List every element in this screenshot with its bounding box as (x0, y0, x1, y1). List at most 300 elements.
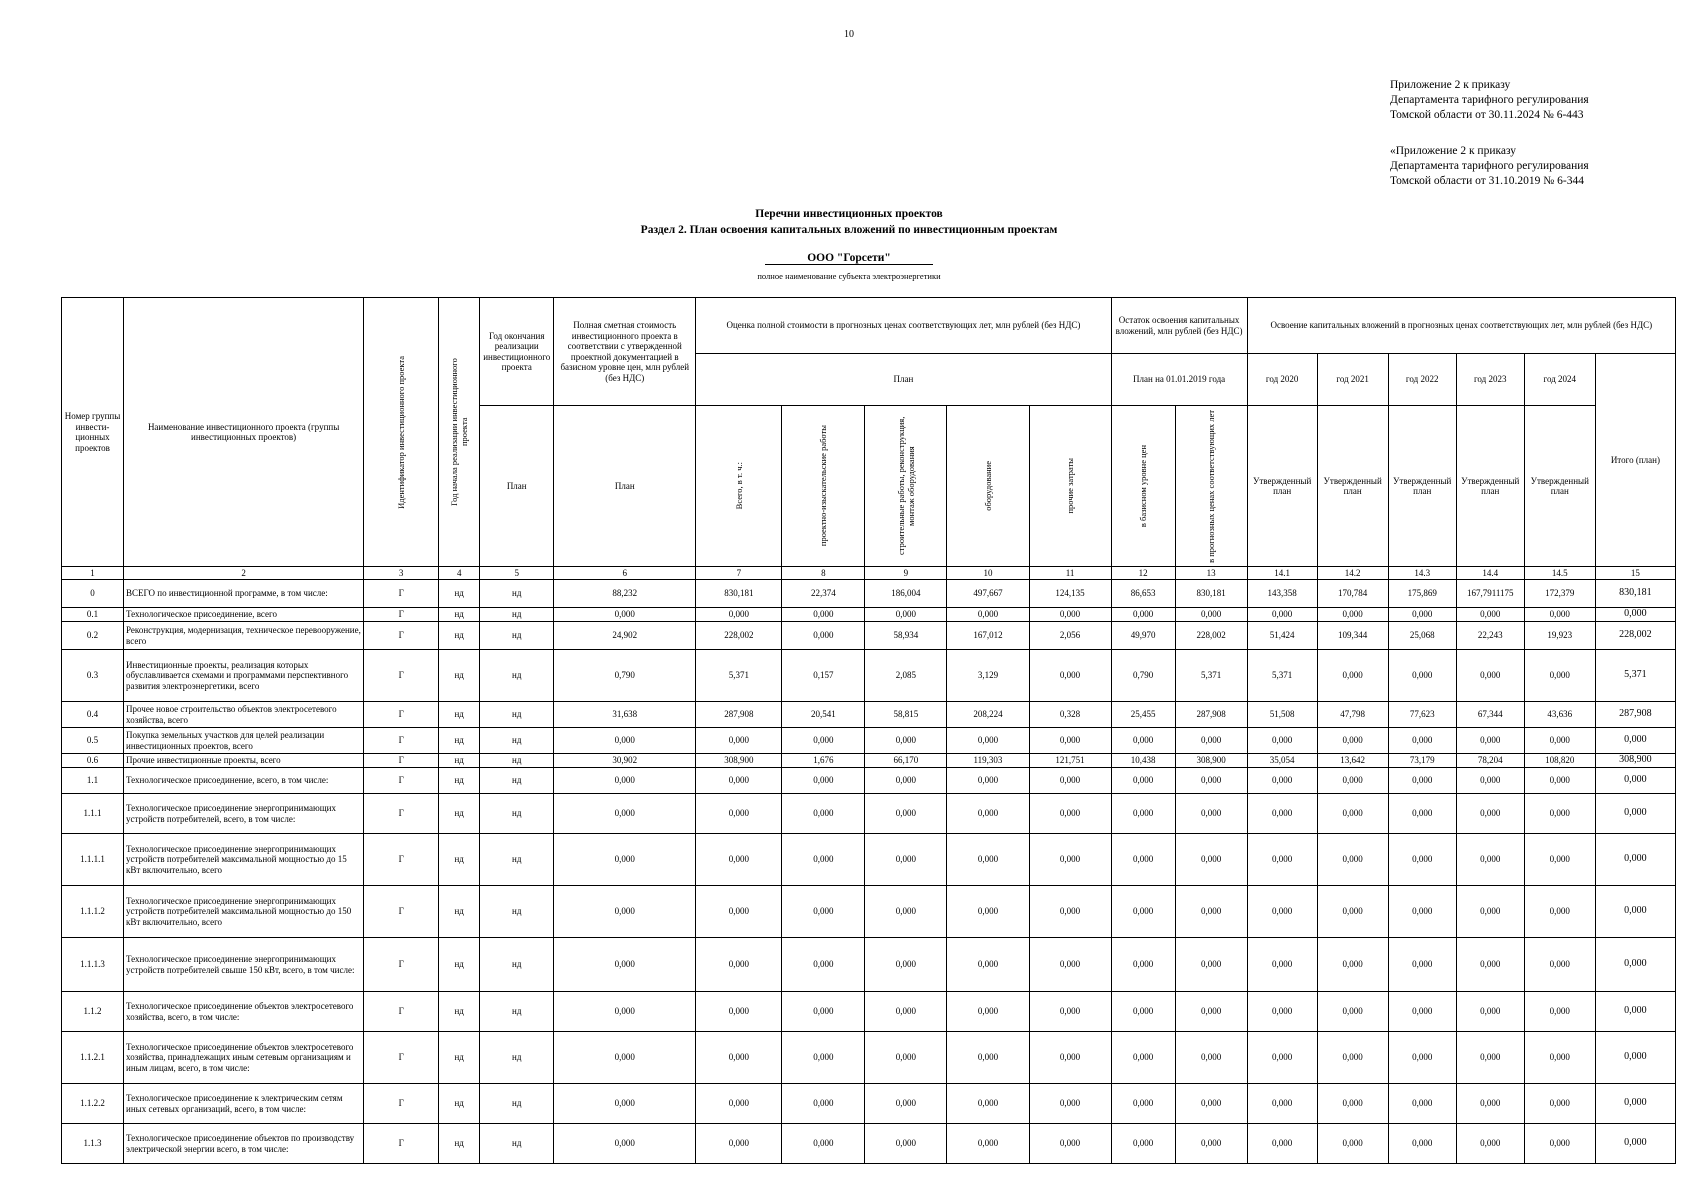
column-number: 15 (1595, 567, 1675, 580)
row-other: 0,000 (1029, 1124, 1111, 1164)
row-end-year: нд (480, 622, 554, 650)
row-forecast-total: 830,181 (696, 580, 782, 608)
row-other: 124,135 (1029, 580, 1111, 608)
row-forecast-total: 0,000 (696, 1124, 782, 1164)
header-development: Освоение капитальных вложений в прогнозных ценах соответствующих лет, млн рублей (без НДС) (1247, 298, 1675, 354)
row-forecast-prices: 0,000 (1175, 768, 1247, 794)
row-identifier: Г (364, 702, 439, 728)
row-forecast-prices: 287,908 (1175, 702, 1247, 728)
row-full-cost: 0,790 (554, 650, 696, 702)
row-design: 1,676 (782, 754, 865, 768)
row-forecast-prices: 0,000 (1175, 1084, 1247, 1124)
row-number: 1.1.2 (62, 992, 124, 1032)
row-2020: 0,000 (1247, 992, 1317, 1032)
row-number: 1.1.1.2 (62, 886, 124, 938)
header-year-2024: год 2024 (1524, 354, 1595, 406)
row-number: 1.1 (62, 768, 124, 794)
row-total: 308,900 (1595, 754, 1675, 768)
row-full-cost: 88,232 (554, 580, 696, 608)
row-total: 287,908 (1595, 702, 1675, 728)
row-forecast-total: 0,000 (696, 768, 782, 794)
table-row (62, 1084, 1676, 1124)
row-construction: 0,000 (865, 608, 947, 622)
row-2020: 143,358 (1247, 580, 1317, 608)
row-end-year: нд (480, 1084, 554, 1124)
row-name: Прочие инвестиционные проекты, всего (124, 754, 364, 768)
row-start-year: нд (439, 580, 480, 608)
row-2020: 0,000 (1247, 1124, 1317, 1164)
row-name: Покупка земельных участков для целей реализации инвестиционных проектов, всего (124, 728, 364, 754)
organization-caption: полное наименование субъекта электроэнергетики (757, 271, 941, 281)
row-equipment: 3,129 (947, 650, 1029, 702)
column-number: 10 (947, 567, 1029, 580)
column-numbers-row (62, 567, 1676, 580)
row-identifier: Г (364, 1124, 439, 1164)
row-forecast-total: 0,000 (696, 834, 782, 886)
row-2023: 0,000 (1456, 938, 1524, 992)
row-identifier: Г (364, 622, 439, 650)
header-full-cost-plan: План (554, 406, 696, 567)
row-start-year: нд (439, 702, 480, 728)
table-body (62, 567, 1676, 1164)
organization-name-wrapper (0, 252, 1698, 265)
row-2020: 5,371 (1247, 650, 1317, 702)
header-project-name: Наименование инвестиционного проекта (группы инвестиционных проектов) (124, 298, 364, 567)
row-2020: 0,000 (1247, 608, 1317, 622)
appendix-current (1390, 78, 1690, 123)
header-identifier: Идентификатор инвестиционного проекта (364, 298, 439, 567)
header-approved-plan-2020: Утвержденный план (1247, 406, 1317, 567)
row-full-cost: 0,000 (554, 794, 696, 834)
row-base-prices: 0,000 (1111, 834, 1175, 886)
row-identifier: Г (364, 754, 439, 768)
row-end-year: нд (480, 1124, 554, 1164)
row-2020: 51,424 (1247, 622, 1317, 650)
row-design: 0,000 (782, 992, 865, 1032)
row-identifier: Г (364, 834, 439, 886)
page-number: 10 (844, 29, 854, 40)
row-2020: 35,054 (1247, 754, 1317, 768)
row-total: 0,000 (1595, 992, 1675, 1032)
document-titles (0, 206, 1698, 238)
row-forecast-prices: 0,000 (1175, 1124, 1247, 1164)
row-base-prices: 25,455 (1111, 702, 1175, 728)
row-name: Технологическое присоединение, всего, в том числе: (124, 768, 364, 794)
row-2024: 0,000 (1524, 834, 1595, 886)
row-full-cost: 0,000 (554, 938, 696, 992)
row-construction: 0,000 (865, 1084, 947, 1124)
row-name: Прочее новое строительство объектов электросетевого хозяйства, всего (124, 702, 364, 728)
row-number: 1.1.3 (62, 1124, 124, 1164)
row-identifier: Г (364, 794, 439, 834)
row-2024: 0,000 (1524, 650, 1595, 702)
row-equipment: 0,000 (947, 1084, 1029, 1124)
row-2022: 0,000 (1388, 1084, 1456, 1124)
row-name: Технологическое присоединение энергопринимающих устройств потребителей максимальной мощностью до 15 кВт включительно, всего (124, 834, 364, 886)
row-design: 0,000 (782, 1084, 865, 1124)
row-2022: 0,000 (1388, 1032, 1456, 1084)
row-design: 0,000 (782, 794, 865, 834)
row-2024: 0,000 (1524, 1084, 1595, 1124)
table-row (62, 1124, 1676, 1164)
table-row (62, 754, 1676, 768)
row-2023: 78,204 (1456, 754, 1524, 768)
row-forecast-total: 0,000 (696, 1084, 782, 1124)
appendix-current-line3: Томской области от 30.11.2024 № 6-443 (1390, 109, 1584, 121)
row-start-year: нд (439, 768, 480, 794)
row-equipment: 0,000 (947, 1032, 1029, 1084)
row-base-prices: 0,000 (1111, 886, 1175, 938)
row-end-year: нд (480, 728, 554, 754)
row-forecast-prices: 0,000 (1175, 1032, 1247, 1084)
header-end-year-plan: План (480, 406, 554, 567)
row-end-year: нд (480, 650, 554, 702)
row-2021: 0,000 (1317, 794, 1388, 834)
table-row (62, 938, 1676, 992)
header-year-2021: год 2021 (1317, 354, 1388, 406)
header-approved-plan-2021: Утвержденный план (1317, 406, 1388, 567)
row-2021: 0,000 (1317, 728, 1388, 754)
row-2022: 175,869 (1388, 580, 1456, 608)
row-end-year: нд (480, 1032, 554, 1084)
header-full-cost: Полная сметная стоимость инвестиционного проекта в соответствии с утвержденной проектной документацией в базисном уровне цен, млн рублей (без НДС) (554, 298, 696, 406)
row-2021: 0,000 (1317, 650, 1388, 702)
row-start-year: нд (439, 754, 480, 768)
row-other: 121,751 (1029, 754, 1111, 768)
header-remainder: Остаток освоения капитальных вложений, млн рублей (без НДС) (1111, 298, 1247, 354)
row-number: 1.1.1 (62, 794, 124, 834)
row-construction: 0,000 (865, 1032, 947, 1084)
table-row (62, 580, 1676, 608)
row-construction: 0,000 (865, 938, 947, 992)
row-number: 1.1.2.1 (62, 1032, 124, 1084)
row-2024: 172,379 (1524, 580, 1595, 608)
row-start-year: нд (439, 938, 480, 992)
row-start-year: нд (439, 794, 480, 834)
row-2022: 0,000 (1388, 1124, 1456, 1164)
row-construction: 0,000 (865, 992, 947, 1032)
header-start-year: Год начала реализации инвестиционного проекта (439, 298, 480, 567)
row-design: 0,157 (782, 650, 865, 702)
row-forecast-prices: 0,000 (1175, 608, 1247, 622)
row-number: 0.5 (62, 728, 124, 754)
header-forecast-plan: План (696, 354, 1111, 406)
row-equipment: 0,000 (947, 768, 1029, 794)
row-2023: 0,000 (1456, 608, 1524, 622)
row-2022: 0,000 (1388, 768, 1456, 794)
row-2024: 0,000 (1524, 886, 1595, 938)
header-approved-plan-2022: Утвержденный план (1388, 406, 1456, 567)
row-construction: 186,004 (865, 580, 947, 608)
table-row (62, 794, 1676, 834)
row-forecast-prices: 0,000 (1175, 728, 1247, 754)
row-equipment: 0,000 (947, 938, 1029, 992)
row-2022: 0,000 (1388, 834, 1456, 886)
row-base-prices: 0,000 (1111, 1124, 1175, 1164)
row-2023: 67,344 (1456, 702, 1524, 728)
row-end-year: нд (480, 992, 554, 1032)
row-2021: 0,000 (1317, 834, 1388, 886)
row-other: 0,000 (1029, 1032, 1111, 1084)
row-name: Технологическое присоединение, всего (124, 608, 364, 622)
table-row (62, 992, 1676, 1032)
row-base-prices: 0,000 (1111, 794, 1175, 834)
row-equipment: 208,224 (947, 702, 1029, 728)
row-equipment: 0,000 (947, 794, 1029, 834)
row-number: 1.1.1.3 (62, 938, 124, 992)
row-2024: 0,000 (1524, 1032, 1595, 1084)
row-base-prices: 0,000 (1111, 1084, 1175, 1124)
row-full-cost: 0,000 (554, 768, 696, 794)
row-other: 0,328 (1029, 702, 1111, 728)
row-name: Технологическое присоединение к электрическим сетям иных сетевых организаций, всего, в том числе: (124, 1084, 364, 1124)
row-base-prices: 86,653 (1111, 580, 1175, 608)
row-full-cost: 0,000 (554, 728, 696, 754)
row-name: Технологическое присоединение энергопринимающих устройств потребителей свыше 150 кВт, всего, в том числе: (124, 938, 364, 992)
row-identifier: Г (364, 886, 439, 938)
row-design: 22,374 (782, 580, 865, 608)
row-forecast-total: 287,908 (696, 702, 782, 728)
row-2023: 0,000 (1456, 992, 1524, 1032)
table-row (62, 1032, 1676, 1084)
header-year-2022: год 2022 (1388, 354, 1456, 406)
row-2024: 0,000 (1524, 608, 1595, 622)
table-row (62, 728, 1676, 754)
row-2022: 0,000 (1388, 608, 1456, 622)
row-start-year: нд (439, 1124, 480, 1164)
row-name: Технологическое присоединение энергопринимающих устройств потребителей, всего, в том числе: (124, 794, 364, 834)
row-construction: 0,000 (865, 834, 947, 886)
row-equipment: 167,012 (947, 622, 1029, 650)
row-2024: 43,636 (1524, 702, 1595, 728)
row-full-cost: 0,000 (554, 886, 696, 938)
row-end-year: нд (480, 608, 554, 622)
row-2021: 0,000 (1317, 768, 1388, 794)
row-construction: 0,000 (865, 886, 947, 938)
row-number: 0.2 (62, 622, 124, 650)
header-equipment: оборудование (947, 406, 1029, 567)
row-start-year: нд (439, 650, 480, 702)
row-number: 1.1.2.2 (62, 1084, 124, 1124)
row-forecast-prices: 830,181 (1175, 580, 1247, 608)
table-header (62, 298, 1676, 567)
row-2021: 109,344 (1317, 622, 1388, 650)
row-identifier: Г (364, 992, 439, 1032)
row-identifier: Г (364, 580, 439, 608)
header-base-prices: в базисном уровне цен (1111, 406, 1175, 567)
appendix-previous-line2: Департамента тарифного регулирования (1390, 160, 1589, 172)
row-forecast-prices: 0,000 (1175, 886, 1247, 938)
header-year-2023: год 2023 (1456, 354, 1524, 406)
row-start-year: нд (439, 834, 480, 886)
column-number: 8 (782, 567, 865, 580)
header-other-costs: прочие затраты (1029, 406, 1111, 567)
row-total: 0,000 (1595, 768, 1675, 794)
row-forecast-total: 0,000 (696, 992, 782, 1032)
row-design: 0,000 (782, 1032, 865, 1084)
row-construction: 58,934 (865, 622, 947, 650)
row-equipment: 0,000 (947, 834, 1029, 886)
row-2022: 0,000 (1388, 794, 1456, 834)
row-2021: 170,784 (1317, 580, 1388, 608)
row-2024: 0,000 (1524, 938, 1595, 992)
row-2024: 19,923 (1524, 622, 1595, 650)
row-start-year: нд (439, 622, 480, 650)
row-2022: 0,000 (1388, 650, 1456, 702)
row-forecast-total: 0,000 (696, 728, 782, 754)
column-number: 1 (62, 567, 124, 580)
row-2023: 0,000 (1456, 834, 1524, 886)
row-forecast-prices: 5,371 (1175, 650, 1247, 702)
column-number: 9 (865, 567, 947, 580)
row-name: Технологическое присоединение объектов электросетевого хозяйства, всего, в том числе: (124, 992, 364, 1032)
row-base-prices: 0,000 (1111, 768, 1175, 794)
row-2022: 0,000 (1388, 886, 1456, 938)
row-total: 830,181 (1595, 580, 1675, 608)
row-full-cost: 30,902 (554, 754, 696, 768)
table-row (62, 622, 1676, 650)
row-base-prices: 10,438 (1111, 754, 1175, 768)
row-2021: 0,000 (1317, 1084, 1388, 1124)
row-2020: 0,000 (1247, 1032, 1317, 1084)
header-forecast-prices: в прогнозных ценах соответствующих лет (1175, 406, 1247, 567)
row-2020: 0,000 (1247, 886, 1317, 938)
table-row (62, 608, 1676, 622)
row-construction: 2,085 (865, 650, 947, 702)
row-2023: 0,000 (1456, 1032, 1524, 1084)
row-total: 0,000 (1595, 1032, 1675, 1084)
column-number: 6 (554, 567, 696, 580)
row-2023: 0,000 (1456, 886, 1524, 938)
row-construction: 58,815 (865, 702, 947, 728)
row-number: 0.3 (62, 650, 124, 702)
row-design: 0,000 (782, 938, 865, 992)
column-number: 11 (1029, 567, 1111, 580)
row-base-prices: 0,000 (1111, 608, 1175, 622)
row-2022: 0,000 (1388, 938, 1456, 992)
row-forecast-prices: 0,000 (1175, 834, 1247, 886)
column-number: 4 (439, 567, 480, 580)
row-other: 2,056 (1029, 622, 1111, 650)
row-2022: 0,000 (1388, 728, 1456, 754)
row-full-cost: 0,000 (554, 1084, 696, 1124)
row-2021: 0,000 (1317, 938, 1388, 992)
row-2020: 0,000 (1247, 938, 1317, 992)
row-2023: 0,000 (1456, 794, 1524, 834)
row-2020: 0,000 (1247, 768, 1317, 794)
header-end-year: Год окончания реализации инвестиционного проекта (480, 298, 554, 406)
row-construction: 0,000 (865, 794, 947, 834)
row-2020: 0,000 (1247, 834, 1317, 886)
header-design-works: проектно-изыскательские работы (782, 406, 865, 567)
column-number: 14.2 (1317, 567, 1388, 580)
column-number: 2 (124, 567, 364, 580)
row-start-year: нд (439, 1032, 480, 1084)
header-year-2020: год 2020 (1247, 354, 1317, 406)
row-2022: 73,179 (1388, 754, 1456, 768)
row-forecast-prices: 0,000 (1175, 938, 1247, 992)
row-number: 1.1.1.1 (62, 834, 124, 886)
row-2021: 0,000 (1317, 992, 1388, 1032)
row-other: 0,000 (1029, 794, 1111, 834)
row-total: 5,371 (1595, 650, 1675, 702)
row-other: 0,000 (1029, 886, 1111, 938)
row-total: 0,000 (1595, 794, 1675, 834)
row-total: 228,002 (1595, 622, 1675, 650)
row-construction: 0,000 (865, 768, 947, 794)
row-end-year: нд (480, 834, 554, 886)
row-end-year: нд (480, 580, 554, 608)
header-group-number: Номер группы инвести-ционных проектов (62, 298, 124, 567)
row-2020: 0,000 (1247, 1084, 1317, 1124)
row-total: 0,000 (1595, 1124, 1675, 1164)
row-2024: 0,000 (1524, 728, 1595, 754)
row-end-year: нд (480, 794, 554, 834)
row-design: 0,000 (782, 728, 865, 754)
row-identifier: Г (364, 608, 439, 622)
row-equipment: 497,667 (947, 580, 1029, 608)
row-design: 0,000 (782, 608, 865, 622)
row-base-prices: 0,000 (1111, 938, 1175, 992)
header-total-incl: Всего, в т. ч.: (696, 406, 782, 567)
row-base-prices: 0,790 (1111, 650, 1175, 702)
row-number: 0.6 (62, 754, 124, 768)
row-construction: 66,170 (865, 754, 947, 768)
header-construction-works: строительные работы, реконструкция, монтаж оборудования (865, 406, 947, 567)
header-approved-plan-2024: Утвержденный план (1524, 406, 1595, 567)
row-forecast-total: 5,371 (696, 650, 782, 702)
appendix-previous-line1: «Приложение 2 к приказу (1390, 145, 1517, 157)
row-other: 0,000 (1029, 608, 1111, 622)
row-end-year: нд (480, 938, 554, 992)
row-base-prices: 49,970 (1111, 622, 1175, 650)
row-other: 0,000 (1029, 728, 1111, 754)
row-full-cost: 0,000 (554, 608, 696, 622)
row-2024: 0,000 (1524, 1124, 1595, 1164)
row-forecast-total: 308,900 (696, 754, 782, 768)
row-identifier: Г (364, 768, 439, 794)
row-full-cost: 31,638 (554, 702, 696, 728)
document-subtitle: Раздел 2. План освоения капитальных вложений по инвестиционным проектам (640, 224, 1058, 236)
row-equipment: 0,000 (947, 608, 1029, 622)
row-2023: 0,000 (1456, 650, 1524, 702)
row-start-year: нд (439, 728, 480, 754)
row-end-year: нд (480, 754, 554, 768)
table-row (62, 834, 1676, 886)
row-2023: 0,000 (1456, 728, 1524, 754)
column-number: 7 (696, 567, 782, 580)
row-number: 0 (62, 580, 124, 608)
table-row (62, 650, 1676, 702)
column-number: 12 (1111, 567, 1175, 580)
row-name: Реконструкция, модернизация, техническое перевооружение, всего (124, 622, 364, 650)
row-2020: 0,000 (1247, 794, 1317, 834)
row-2023: 0,000 (1456, 1124, 1524, 1164)
row-name: Технологическое присоединение энергопринимающих устройств потребителей максимальной мощностью до 150 кВт включительно, всего (124, 886, 364, 938)
row-forecast-prices: 228,002 (1175, 622, 1247, 650)
row-forecast-total: 0,000 (696, 886, 782, 938)
row-other: 0,000 (1029, 650, 1111, 702)
row-name: ВСЕГО по инвестиционной программе, в том числе: (124, 580, 364, 608)
row-total: 0,000 (1595, 1084, 1675, 1124)
row-total: 0,000 (1595, 728, 1675, 754)
row-equipment: 0,000 (947, 728, 1029, 754)
row-start-year: нд (439, 992, 480, 1032)
row-equipment: 0,000 (947, 886, 1029, 938)
row-2024: 108,820 (1524, 754, 1595, 768)
row-2020: 0,000 (1247, 728, 1317, 754)
row-start-year: нд (439, 886, 480, 938)
